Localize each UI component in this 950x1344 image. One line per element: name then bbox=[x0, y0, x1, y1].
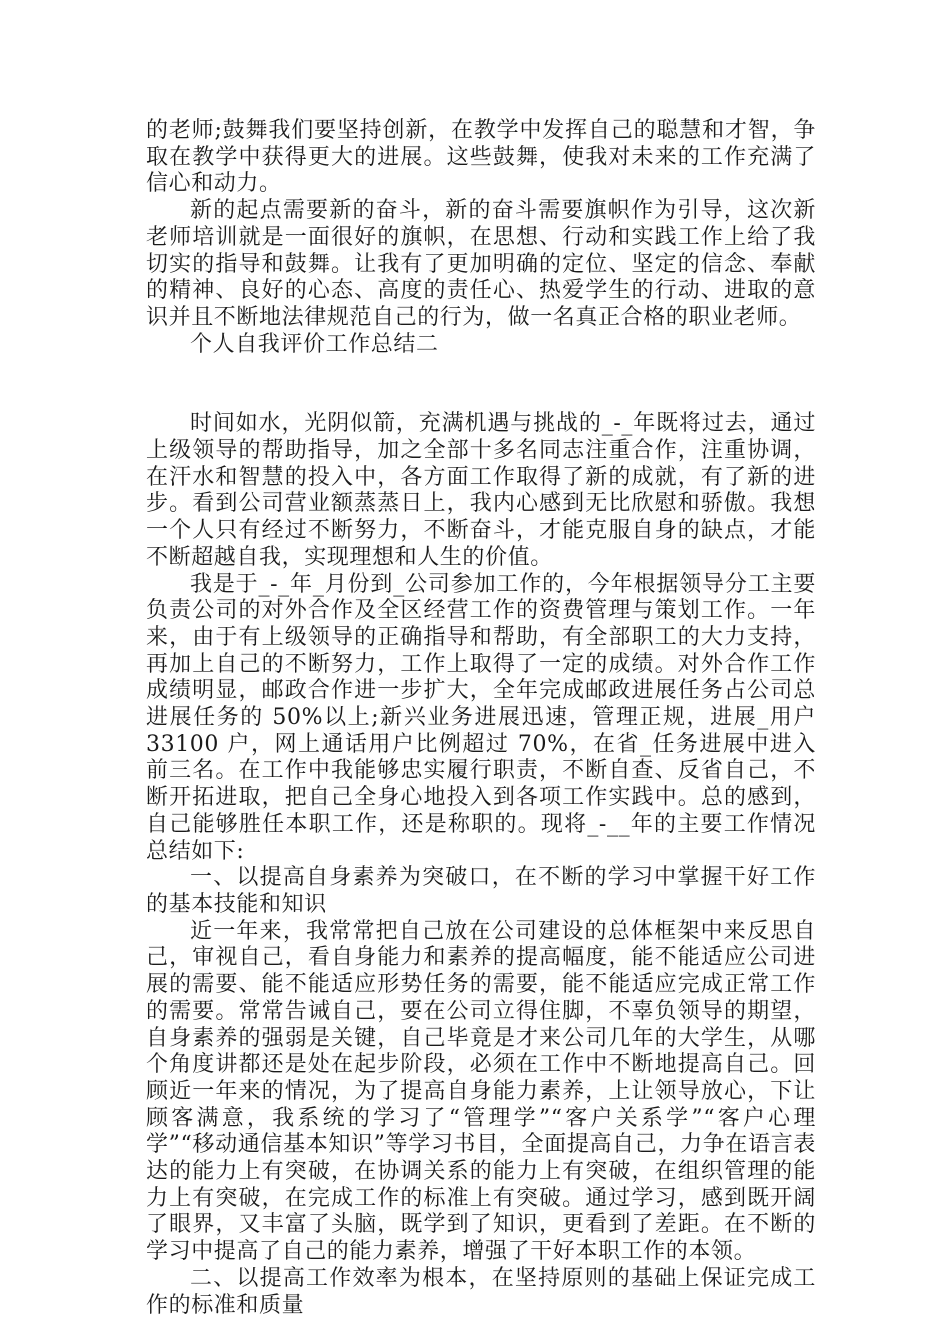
subheading-one: 一、以提高自身素养为突破口，在不断的学习中掌握干好工作的基本技能和知识 bbox=[146, 865, 816, 917]
paragraph-continuation: 的老师;鼓舞我们要坚持创新，在教学中发挥自己的聪慧和才智，争取在教学中获得更大的进展。这些鼓舞，使我对未来的工作充满了信心和动力。 bbox=[146, 118, 816, 197]
subheading-two: 二、以提高工作效率为根本，在坚持原则的基础上保证完成工作的标准和质量 bbox=[146, 1265, 816, 1318]
blank-spacer bbox=[146, 358, 816, 411]
document-page bbox=[146, 118, 816, 1319]
paragraph-intro: 时间如水，光阴似箭，充满机遇与挑战的_-_年既将过去，通过上级领导的帮助指导，加之全部十多名同志注重合作，注重协调，在汗水和智慧的投入中，各方面工作取得了新的成就，有了新的进步。看到公司营业额蒸蒸日上，我内心感到无比欣慰和骄傲。我想一个人只有经过不断努力，不断奋斗，才能克服自身的缺点，才能不断超越自我，实现理想和人生的价值。 bbox=[146, 411, 816, 570]
section-title: 个人自我评价工作总结二 bbox=[190, 331, 439, 357]
paragraph-background: 我是于_-_年_月份到_公司参加工作的，今年根据领导分工主要负责公司的对外合作及全区经营工作的资费管理与策划工作。一年来，由于有上级领导的正确指导和帮助，有全部职工的大力支持，再加上自己的不断努力，工作上取得了一定的成绩。对外合作工作成绩明显，邮政合作进一步扩大，全年完成邮政进展任务占公司总进展任务的 50%以上;新兴业务进展迅速，管理正规，进展_用户33100 户，网上通话用户比例超过 70%，在省_任务进展中进入前三名。在工作中我能够忠实履行职责，不断自查、反省自己，不断开拓进取，把自己全身心地投入到各项工作实践中。总的感到，自己能够胜任本职工作，还是称职的。现将_-__年的主要工作情况总结如下: bbox=[146, 571, 816, 864]
paragraph-new-start: 新的起点需要新的奋斗，新的奋斗需要旗帜作为引导，这次新老师培训就是一面很好的旗帜，在思想、行动和实践工作上给了我切实的指导和鼓舞。让我有了更加明确的定位、坚定的信念、奉献的精神、良好的心态、高度的责任心、热爱学生的行动、进取的意识并且不断地法律规范自己的行为，做一名真正合格的职业老师。 bbox=[146, 198, 816, 330]
paragraph-learning: 近一年来，我常常把自己放在公司建设的总体框架中来反思自己，审视自己，看自身能力和素养的提高幅度，能不能适应公司进展的需要、能不能适应形势任务的需要，能不能适应完成正常工作的需要。常常告诫自己，要在公司立得住脚，不辜负领导的期望，自身素养的强弱是关键，自己毕竟是才来公司几年的大学生，从哪个角度讲都还是处在起步阶段，必须在工作中不断地提高自己。回顾近一年来的情况，为了提高自身能力素养，上让领导放心，下让顾客满意，我系统的学习了“管理学”“客户关系学”“客户心理学”“移动通信基本知识”等学习书目，全面提高自己，力争在语言表达的能力上有突破，在协调关系的能力上有突破，在组织管理的能力上有突破，在完成工作的标准上有突破。通过学习，感到既开阔了眼界，又丰富了头脑，既学到了知识，更看到了差距。在不断的学习中提高了自己的能力素养，增强了干好本职工作的本领。 bbox=[146, 918, 816, 1265]
